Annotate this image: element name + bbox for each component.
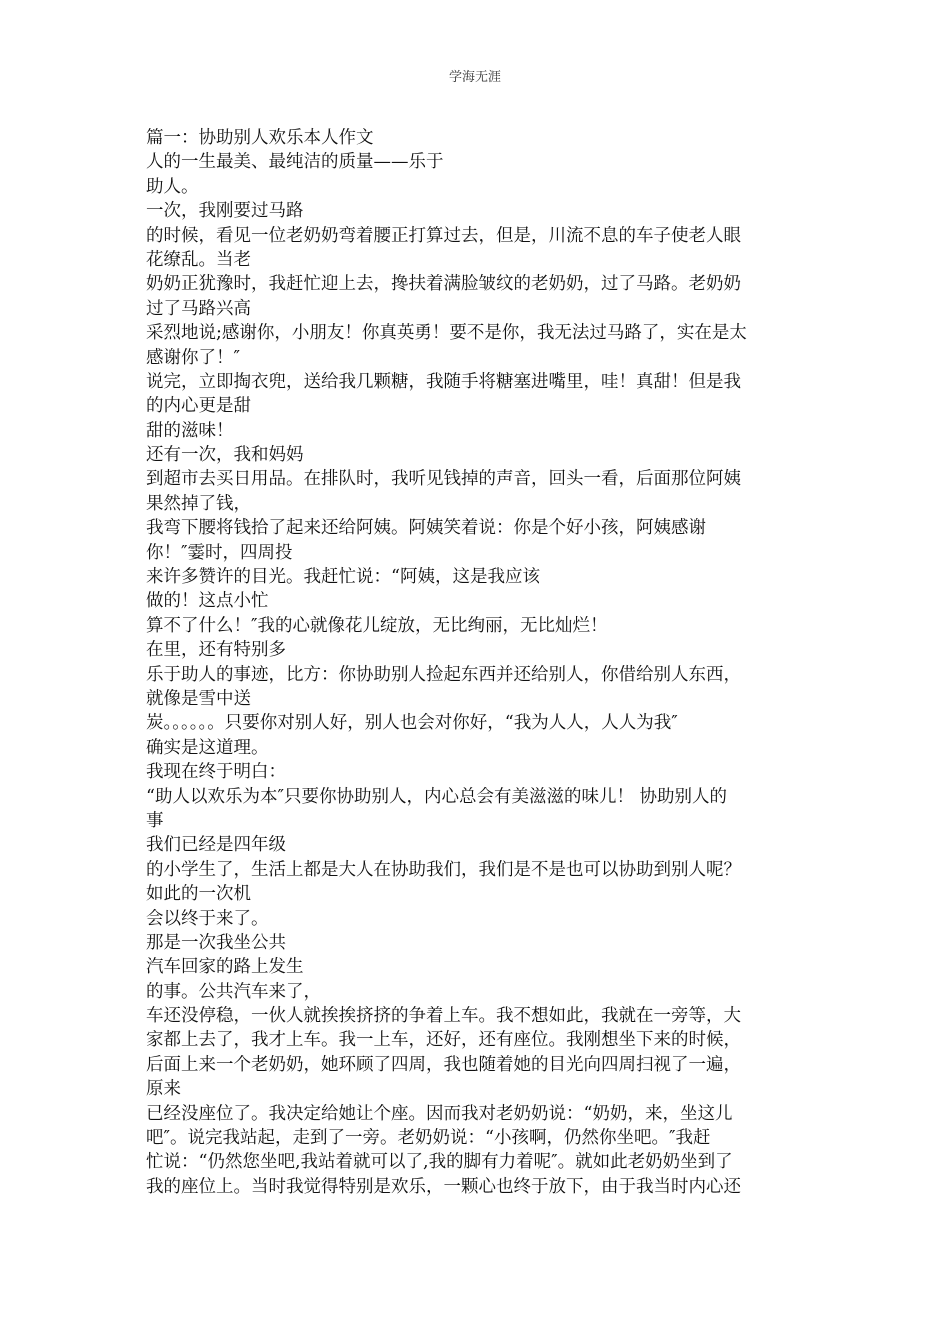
text-line: 一次，我刚要过马路 (146, 201, 304, 222)
text-line: 那是一次我坐公共 (146, 932, 286, 953)
text-line: 事 (146, 810, 164, 831)
text-line: 花缭乱。当老 (146, 249, 251, 270)
text-line: 还有一次，我和妈妈 (146, 445, 304, 466)
text-line: “助人以欢乐为本″只要你协助别人，内心总会有美滋滋的味儿！ 协助别人的 (146, 786, 728, 807)
text-line: 就像是雪中送 (146, 688, 251, 709)
text-line: 奶奶正犹豫时，我赶忙迎上去，搀扶着满脸皱纹的老奶奶，过了马路。老奶奶 (146, 274, 741, 295)
text-line: 炭。。。。。。只要你对别人好，别人也会对你好，“我为人人，人人为我″ (146, 713, 678, 734)
text-line: 车还没停稳，一伙人就挨挨挤挤的争着上车。我不想如此，我就在一旁等，大 (146, 1006, 741, 1027)
text-line: 乐于助人的事迹，比方：你协助别人捡起东西并还给别人，你借给别人东西， (146, 664, 741, 685)
text-line: 说完，立即掏衣兜，送给我几颗糖，我随手将糖塞进嘴里，哇！真甜！但是我 (146, 371, 741, 392)
text-line: 我现在终于明白： (146, 762, 286, 783)
text-line: 的小学生了，生活上都是大人在协助我们，我们是不是也可以协助到别人呢？ (146, 859, 741, 880)
text-line: 确实是这道理。 (146, 737, 269, 758)
text-line: 忙说：“仍然您坐吧,我站着就可以了,我的脚有力着呢″。就如此老奶奶坐到了 (146, 1152, 733, 1173)
text-line: 的事。公共汽车来了， (146, 981, 321, 1002)
text-line: 会以终于来了。 (146, 908, 269, 929)
text-line: 来许多赞许的目光。我赶忙说：“阿姨，这是我应该 (146, 567, 540, 588)
text-line: 感谢你了！″ (146, 347, 241, 368)
text-line: 的内心更是甜 (146, 396, 251, 417)
page-header: 学海无涯 (448, 70, 501, 85)
text-line: 的时候，看见一位老奶奶弯着腰正打算过去，但是，川流不息的车子使老人眼 (146, 225, 741, 246)
text-line: 已经没座位了。我决定给她让个座。因而我对老奶奶说：“奶奶，来，坐这儿 (146, 1103, 733, 1124)
text-line: 到超市去买日用品。在排队时，我听见钱掉的声音，回头一看，后面那位阿姨 (146, 469, 741, 490)
text-line: 在里，还有特别多 (146, 640, 286, 661)
text-line: 如此的一次机 (146, 884, 251, 905)
text-line: 我们已经是四年级 (146, 835, 286, 856)
text-line: 过了马路兴高 (146, 298, 251, 319)
text-line: 家都上去了，我才上车。我一上车，还好，还有座位。我刚想坐下来的时候， (146, 1030, 741, 1051)
text-line: 人的一生最美、最纯洁的质量——乐于 (146, 152, 444, 173)
text-line: 我弯下腰将钱拾了起来还给阿姨。阿姨笑着说：你是个好小孩，阿姨感谢 (146, 518, 706, 539)
document-body (146, 126, 810, 1199)
text-line: 采烈地说;感谢你，小朋友！你真英勇！要不是你，我无法过马路了，实在是太 (146, 323, 747, 344)
text-line: 后面上来一个老奶奶，她环顾了四周，我也随着她的目光向四周扫视了一遍， (146, 1054, 741, 1075)
text-line: 助人。 (146, 176, 199, 197)
text-line: 吧″。说完我站起，走到了一旁。老奶奶说：“小孩啊，仍然你坐吧。″我赶 (146, 1128, 711, 1149)
essay-title: 篇一：协助别人欢乐本人作文 (146, 128, 374, 148)
text-line: 我的座位上。当时我觉得特别是欢乐，一颗心也终于放下，由于我当时内心还 (146, 1176, 741, 1197)
text-line: 你！″霎时，四周投 (146, 542, 293, 563)
text-line: 果然掉了钱， (146, 493, 251, 514)
text-line: 原来 (146, 1079, 181, 1100)
text-line: 汽车回家的路上发生 (146, 957, 304, 978)
text-line: 甜的滋味！ (146, 420, 234, 441)
text-line: 算不了什么！″我的心就像花儿绽放，无比绚丽，无比灿烂！ (146, 615, 608, 636)
text-line: 做的！这点小忙 (146, 591, 269, 612)
